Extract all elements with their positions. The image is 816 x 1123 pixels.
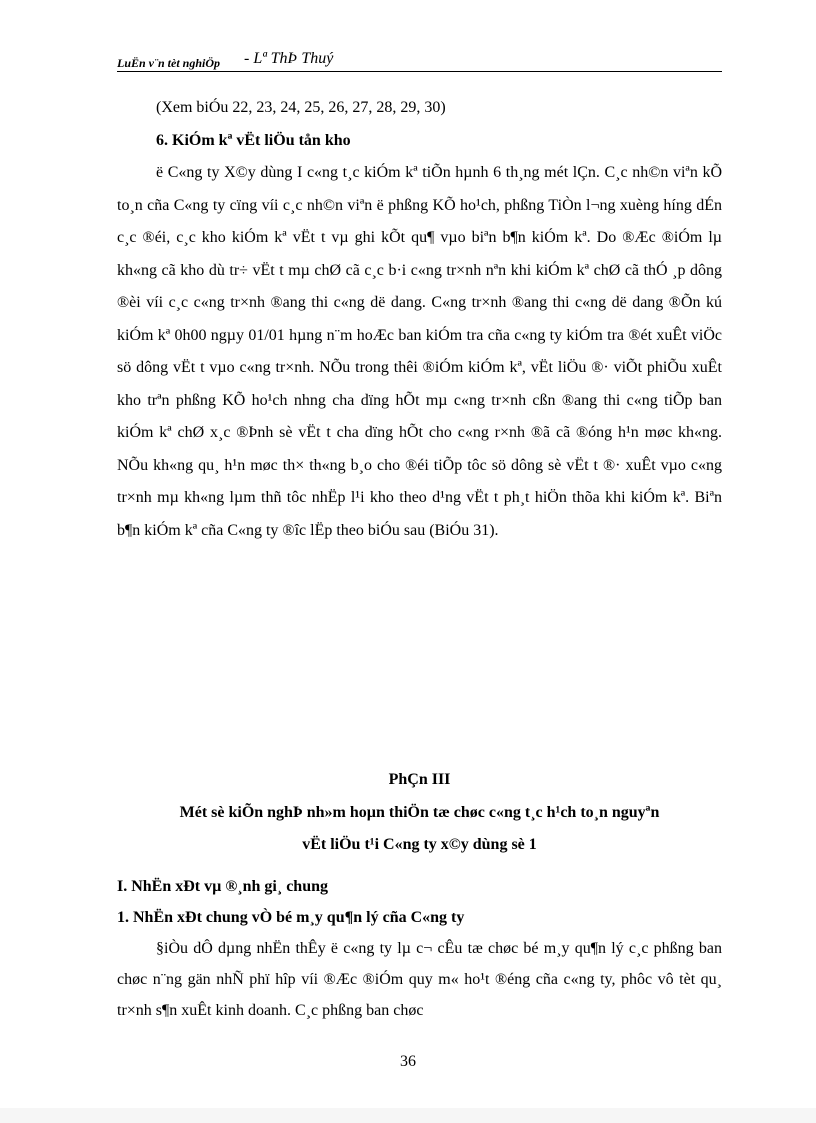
heading-inventory-check: 6. KiÓm kª vËt liÖu tån kho [156,131,351,149]
section-heading-I: I. NhËn xÐt vµ ®¸nh gi¸ chung [117,878,328,895]
header-divider [117,71,722,72]
thesis-label: LuËn v¨n tèt nghiÖp [117,56,221,70]
part-title: PhÇn III [388,771,451,788]
section-heading-1: 1. NhËn xÐt chung vÒ bé m¸y qu¶n lý cña C«ng ty [117,909,465,926]
page-number: 36 [400,1053,416,1070]
part-subtitle-line-1: Mét sè kiÕn nghÞ nh»m hoµn thiÖn tæ chøc c«ng t¸c h¹ch to¸n nguyªn [179,803,660,821]
section-block [117,871,722,1026]
part-three-block [117,764,722,862]
page-header [117,50,722,72]
paragraph-management: §iÒu dÔ dµng nhËn thÊy ë c«ng ty lµ c¬ cÊu tæ chøc bé m¸y qu¶n lý c¸c phßng ban chøc n¨ng gän nhÑ phï hîp víi ®Æc ®iÓm quy m« ho¹t ®éng cña c«ng ty, phôc vô tèt qu¸ tr×nh s¶n xuÊt kinh doanh. C¸c phßng ban chøc [117,940,722,1019]
part-subtitle-line-2: vËt liÖu t¹i C«ng ty x©y dùng sè 1 [302,836,537,853]
author-name: - Lª ThÞ Thuý [244,50,334,67]
main-content [117,92,722,547]
paragraph-inventory: ë C«ng ty X©y dùng I c«ng t¸c kiÓm kª tiÕn hµnh 6 th¸ng mét lÇn. C¸c nh©n viªn kÕ to¸n cña C«ng ty cïng víi c¸c nh©n viªn ë phßng KÕ ho¹ch, phßng TiÒn l¬ng xuèng híng dÉn c¸c ®éi, c¸c kho kiÓm kª vËt t vµ ghi kÕt qu¶ vµo biªn b¶n kiÓm kª. Do ®Æc ®iÓm lµ kh«ng cã kho dù tr÷ vËt t mµ chØ cã c¸c b·i c«ng tr×nh nªn khi kiÓm kª chØ cã thÓ ¸p dông ®èi víi c¸c c«ng tr×nh ®ang thi c«ng dë dang. C«ng tr×nh ®ang thi c«ng dë dang ®Õn kú kiÓm kª 0h00 ngµy 01/01 hµng n¨m hoÆc ban kiÓm tra cña c«ng ty kiÓm tra ®ét xuÊt viÖc sö dông vËt t vµo c«ng tr×nh. NÕu trong thêi ®iÓm kiÓm kª, vËt liÖu ®· viÕt phiÕu xuÊt kho trªn phßng KÕ ho¹ch nhng cha dïng hÕt mµ c«ng tr×nh cßn ®ang thi c«ng tiÕp ban kiÓm kª chØ x¸c ®Þnh sè vËt t cha dïng hÕt cho c«ng r×nh ®ã cã ®óng h¹n møc kh«ng. NÕu kh«ng qu¸ h¹n møc th× th«ng b¸o cho ®éi tiÕp tôc sö dông sè vËt t ®· xuÊt vµo c«ng tr×nh mµ kh«ng lµm thñ tôc nhËp l¹i kho theo d¹ng vËt t ph¸t hiÖn thõa khi kiÓm kª. Biªn b¶n kiÓm kª cña C«ng ty ®îc lËp theo biÓu sau (BiÓu 31). [117,164,722,539]
page-bottom-strip [0,1108,816,1123]
reference-line: (Xem biÓu 22, 23, 24, 25, 26, 27, 28, 29, 30) [156,99,446,116]
